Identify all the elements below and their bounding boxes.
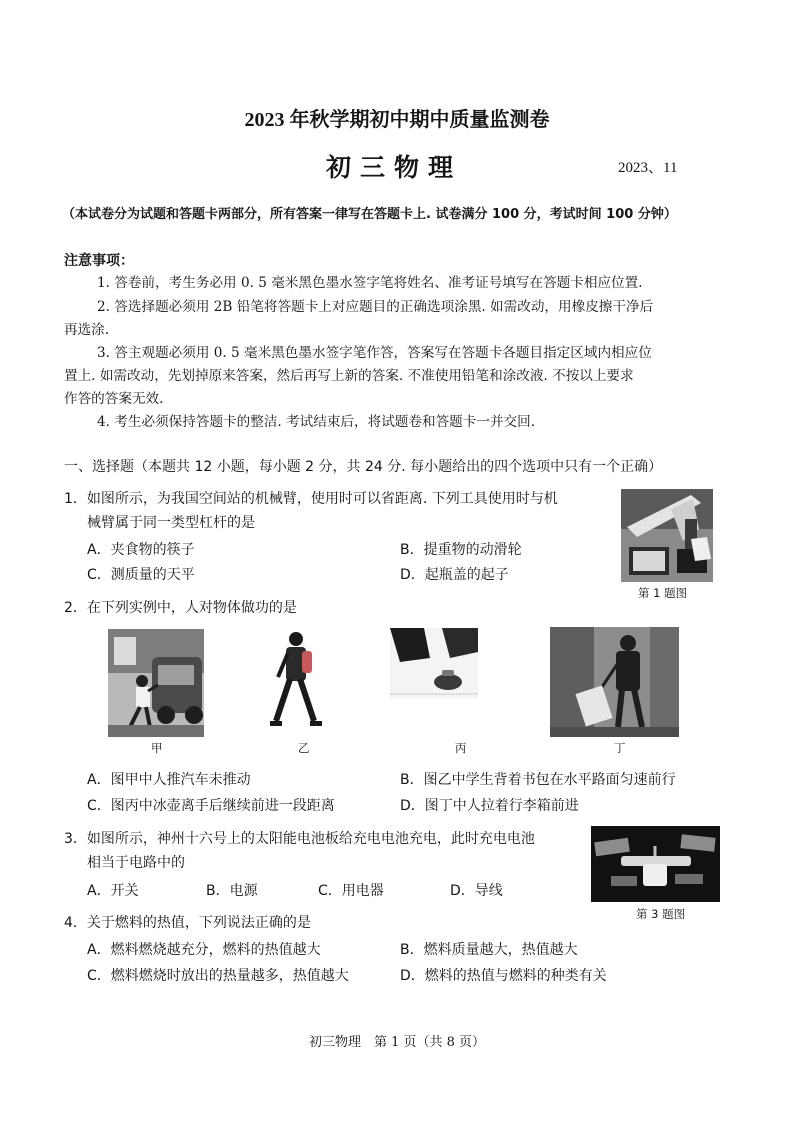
q3-figure-space-station (591, 826, 720, 902)
question-4-stem: 4．关于燃料的热值，下列说法正确的是 (64, 915, 311, 931)
section-heading: 一、选择题（本题共 12 小题，每小题 2 分，共 24 分. 每小题给出的四个选项中只有一个正确） (64, 459, 663, 475)
figure-label-ding: 丁 (614, 741, 626, 755)
q2-figure-bing-curling (390, 628, 478, 698)
note-line: 2. 答选择题必须用 2B 铅笔将答题卡上对应题目的正确选项涂黑. 如需改动，用橡皮擦干净后 (97, 299, 654, 315)
page-footer: 初三物理 第 1 页（共 8 页） (308, 1035, 486, 1050)
figure-label-bing: 丙 (455, 741, 467, 755)
question-4-option-a: A．燃料燃烧越充分，燃料的热值越大 (87, 942, 321, 958)
question-4-option-b: B．燃料质量越大，热值越大 (400, 942, 578, 958)
question-2-option-a: A．图甲中人推汽车未推动 (87, 772, 251, 788)
question-2-option-d: D．图丁中人拉着行李箱前进 (400, 798, 579, 814)
question-4-option-d: D．燃料的热值与燃料的种类有关 (400, 968, 607, 984)
question-1-option-a: A．夹食物的筷子 (87, 542, 195, 558)
question-3-option-b: B．电源 (206, 883, 258, 899)
question-1-option-b: B．提重物的动滑轮 (400, 542, 522, 558)
q2-figure-yi-student-walking (262, 629, 334, 737)
note-line: 置上. 如需改动，先划掉原来答案，然后再写上新的答案. 不准使用铅笔和涂改液. 不按以上要求 (64, 368, 634, 384)
question-4-option-c: C．燃料燃烧时放出的热量越多，热值越大 (87, 968, 349, 984)
question-1-stem: 械臂属于同一类型杠杆的是 (87, 515, 255, 531)
q1-figure-caption: 第 1 题图 (638, 586, 688, 600)
question-2-option-b: B．图乙中学生背着书包在水平路面匀速前行 (400, 772, 676, 788)
note-line: 4. 考生必须保持答题卡的整洁. 考试结束后，将试题卷和答题卡一并交回. (97, 414, 536, 430)
note-line: 3. 答主观题必须用 0. 5 毫米黑色墨水签字笔作答，答案写在答题卡各题目指定区域内相应位 (97, 345, 652, 361)
exam-title: 2023 年秋学期初中期中质量监测卷 (244, 109, 550, 131)
question-3-stem: 3．如图所示，神州十六号上的太阳能电池板给充电电池充电，此时充电电池 (64, 831, 535, 847)
note-line: 再选涂. (64, 322, 110, 338)
q2-figure-jia-push-car (108, 629, 204, 737)
question-3-option-c: C．用电器 (318, 883, 384, 899)
question-2-stem: 2．在下列实例中，人对物体做功的是 (64, 600, 297, 616)
question-3-stem: 相当于电路中的 (87, 855, 185, 871)
subject-title: 初三物理 (326, 153, 463, 182)
notes-heading: 注意事项： (64, 253, 134, 269)
q1-figure-robotic-arm (621, 489, 713, 582)
figure-label-jia: 甲 (151, 741, 163, 755)
note-line: 1. 答卷前，考生务必用 0. 5 毫米黑色墨水签字笔将姓名、准考证号填写在答题卡相应位置. (97, 275, 643, 291)
exam-instruction: （本试卷分为试题和答题卡两部分，所有答案一律写在答题卡上. 试卷满分 100 分，考试时间 100 分钟） (62, 207, 677, 222)
q2-figure-ding-suitcase (550, 627, 679, 737)
question-3-option-d: D．导线 (450, 883, 503, 899)
note-line: 作答的答案无效. (64, 391, 164, 407)
question-1-stem: 1．如图所示，为我国空间站的机械臂，使用时可以省距离. 下列工具使用时与机 (64, 491, 558, 507)
figure-label-yi: 乙 (298, 741, 310, 755)
question-1-option-c: C．测质量的天平 (87, 567, 195, 583)
q3-figure-caption: 第 3 题图 (636, 907, 686, 921)
question-1-option-d: D．起瓶盖的起子 (400, 567, 509, 583)
exam-date: 2023、11 (618, 160, 678, 176)
question-3-option-a: A．开关 (87, 883, 139, 899)
question-2-option-c: C．图丙中冰壶离手后继续前进一段距离 (87, 798, 335, 814)
